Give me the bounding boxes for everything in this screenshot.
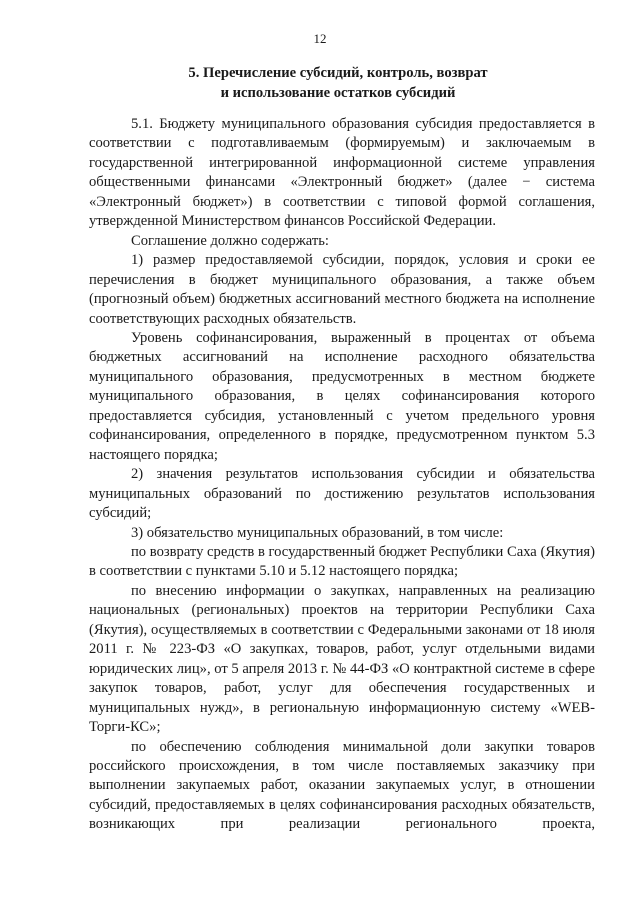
paragraph-item-1: 1) размер предоставляемой субсидии, порядок, условия и сроки ее перечисления в бюджет муниципального образования, а также объем (прогнозный объем) бюджетных ассигнований местного бюджета на исполнение соответствующих расходных обязательств.	[89, 252, 595, 327]
section-heading-line-2: и использование остатков субсидий	[220, 84, 456, 101]
paragraph-return-funds: по возврату средств в государственный бюджет Республики Саха (Якутия) в соответствии с пунктами 5.10 и 5.12 настоящего порядка;	[89, 543, 595, 580]
page-number: 12	[313, 31, 327, 46]
body-text	[89, 115, 595, 835]
paragraph-5-1: 5.1. Бюджету муниципального образования субсидия предоставляется в соответствии с подготавливаемым (формируемым) и заключаемым в государственной интегрированной информационной системе управления общественными финансами «Электронный бюджет» (далее − система «Электронный бюджет») в соответствии с типовой формой соглашения, утвержденной Министерством финансов Российской Федерации.	[89, 116, 595, 230]
paragraph-item-3: 3) обязательство муниципальных образований, в том числе:	[131, 524, 504, 541]
section-heading-line-1: 5. Перечисление субсидий, контроль, возврат	[188, 65, 488, 81]
paragraph-procurement-info: по внесению информации о закупках, направленных на реализацию национальных (региональных) проектов на территории Республики Саха (Якутия), осуществляемых в соответствии с Федеральными законами от 18 июля 2011 г. № 223-ФЗ «О закупках, товаров, работ, услуг отдельными видами юридических лиц», от 5 апреля 2013 г. № 44-ФЗ «О контрактной системе в сфере закупок товаров, работ, услуг для обеспечения государственных и муниципальных нужд», в региональную информационную систему «WEB-Торги-КС»;	[89, 582, 595, 736]
paragraph-cofinancing-level: Уровень софинансирования, выраженный в процентах от объема бюджетных ассигнований на исполнение расходного обязательства муниципального образования, предусмотренных в местном бюджете муниципального образования, в целях софинансирования которого предоставляется субсидия, установленный с учетом предельного уровня софинансирования, определенного в порядке, предусмотренном пунктом 5.3 настоящего порядка;	[89, 329, 595, 463]
section-heading	[88, 64, 588, 103]
paragraph-item-2: 2) значения результатов использования субсидии и обязательства муниципальных образований по достижению результатов использования субсидий;	[89, 466, 595, 522]
paragraph-russian-origin: по обеспечению соблюдения минимальной доли закупки товаров российского происхождения, в том числе поставляемых заказчику при выполнении закупаемых работ, оказании закупаемых услуг, в отношении субсидий, предоставляемых в целях софинансирования расходных обязательств, возникающих при реализации регионального проекта,	[89, 738, 595, 833]
paragraph-agreement-intro: Соглашение должно содержать:	[131, 232, 329, 249]
